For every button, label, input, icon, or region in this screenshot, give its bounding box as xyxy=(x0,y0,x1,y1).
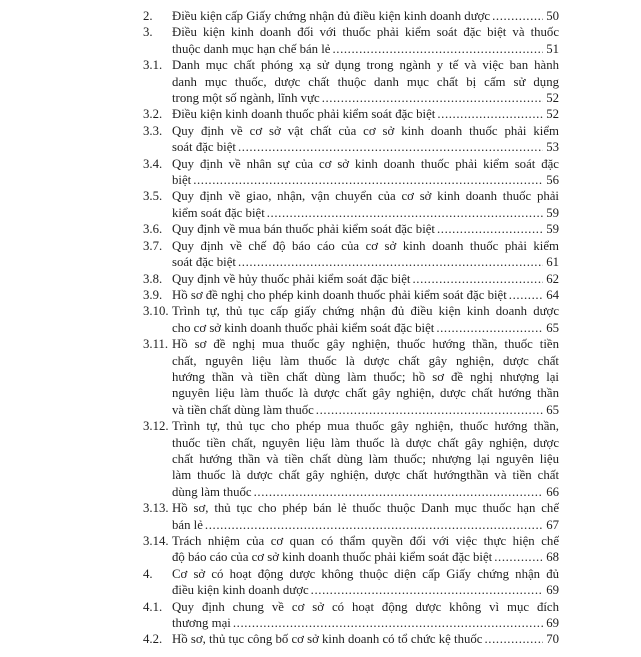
dot-leader xyxy=(238,254,543,270)
toc-page-number: 68 xyxy=(546,550,559,565)
toc-line-text: soát đặc biệt xyxy=(172,255,236,270)
toc-line xyxy=(172,254,559,270)
toc-entry-body xyxy=(172,303,559,336)
toc-entry-body xyxy=(172,631,559,647)
dot-leader xyxy=(322,90,544,106)
toc-entry-body xyxy=(172,156,559,189)
toc-line xyxy=(172,517,559,533)
toc-page-number: 64 xyxy=(546,287,559,302)
toc-page-number: 50 xyxy=(546,9,559,23)
toc-line-text: kiểm soát đặc biệt xyxy=(172,205,265,220)
dot-leader xyxy=(193,172,543,188)
toc-entry-number: 2. xyxy=(143,9,153,23)
toc-line xyxy=(172,631,559,647)
toc-line-text: soát đặc biệt xyxy=(172,140,236,155)
toc-entry-number: 3.5. xyxy=(143,189,163,204)
toc-entry-body xyxy=(172,599,559,632)
toc-entry-body xyxy=(172,500,559,533)
toc-entry-body xyxy=(172,8,559,24)
toc-line-text: dùng làm thuốc xyxy=(172,484,252,499)
toc-entry-body xyxy=(172,271,559,287)
toc-entry xyxy=(143,271,559,287)
toc-line: Hồ sơ, thủ tục cho phép bán lẻ thuốc thuộc Danh mục thuốc hạn chế xyxy=(172,501,559,516)
toc-line-text: thương mại xyxy=(172,616,231,631)
toc-line: nguyên liệu làm thuốc là dược chất gây nghiện, dược chất hướng thần xyxy=(172,386,559,401)
toc-line-text: Hồ sơ, thủ tục công bố cơ sở kinh doanh có tổ chức kệ thuốc xyxy=(172,632,483,647)
toc-line-text: độ báo cáo của cơ sở kinh doanh thuốc phải kiểm soát đặc biệt xyxy=(172,550,493,565)
toc-page-number: 56 xyxy=(546,173,559,188)
toc-line xyxy=(172,484,559,500)
toc-entry xyxy=(143,8,559,24)
toc-entry xyxy=(143,57,559,106)
toc-line xyxy=(172,205,559,221)
toc-line-text: Điều kiện cấp Giấy chứng nhận đủ điều kiện kinh doanh dược xyxy=(172,9,491,23)
toc-page-number: 52 xyxy=(546,91,559,106)
dot-leader xyxy=(485,631,544,647)
toc-entry-body xyxy=(172,188,559,221)
toc-entry xyxy=(143,631,559,647)
toc-entry-number: 4. xyxy=(143,566,153,581)
toc-line-text: Quy định về mua bán thuốc phải kiểm soát đặc biệt xyxy=(172,222,435,237)
toc-entry-body xyxy=(172,566,559,599)
toc-entry-body xyxy=(172,106,559,122)
toc-line xyxy=(172,41,559,57)
dot-leader xyxy=(267,205,543,221)
toc-page-number: 59 xyxy=(546,205,559,220)
toc-entry-number: 3.9. xyxy=(143,287,163,302)
toc-line xyxy=(172,90,559,106)
toc-page-number: 65 xyxy=(546,320,559,335)
toc-entry-number: 3. xyxy=(143,25,153,40)
toc-entry-body xyxy=(172,24,559,57)
dot-leader xyxy=(205,517,543,533)
dot-leader xyxy=(332,41,543,57)
toc-entry-number: 3.4. xyxy=(143,156,163,171)
toc-entry xyxy=(143,599,559,632)
toc-entry-body xyxy=(172,287,559,303)
toc-line: Trình tự, thủ tục cấp giấy chứng nhận đủ điều kiện kinh doanh dược xyxy=(172,304,559,319)
toc-entry xyxy=(143,24,559,57)
dot-leader xyxy=(238,139,543,155)
dot-leader xyxy=(492,8,543,24)
toc-line: Trách nhiệm của cơ quan có thẩm quyền đối với việc thực hiện chế xyxy=(172,534,559,548)
toc-line: Cơ sở có hoạt động dược không thuộc diện cấp Giấy chứng nhận đủ xyxy=(172,566,559,581)
toc-entry xyxy=(143,418,559,500)
toc-line: Hồ sơ đề nghị mua thuốc gây nghiện, thuốc hướng thần, thuốc tiền xyxy=(172,337,559,352)
toc-entry xyxy=(143,533,559,566)
toc-entry xyxy=(143,500,559,533)
toc-line-text: thuộc danh mục hạn chế bán lẻ xyxy=(172,41,331,56)
toc-entry-number: 3.2. xyxy=(143,107,163,122)
toc-line-text: bán lẻ xyxy=(172,517,203,532)
toc-page-number: 51 xyxy=(546,41,559,56)
toc-line: Quy định về nhân sự của cơ sở kinh doanh thuốc phải kiểm soát đặc xyxy=(172,156,559,171)
toc-page-number: 62 xyxy=(546,271,559,286)
toc-entry-number: 4.1. xyxy=(143,599,163,614)
toc-page-number: 65 xyxy=(546,402,559,417)
toc-entry-number: 3.6. xyxy=(143,222,163,237)
toc-line-text: biệt xyxy=(172,173,192,188)
toc-entry-body xyxy=(172,418,559,500)
toc-entry xyxy=(143,238,559,271)
toc-entry-number: 3.1. xyxy=(143,58,163,73)
toc-entry-number: 4.2. xyxy=(143,632,163,647)
toc-line: Quy định về cơ sở vật chất của cơ sở kinh doanh thuốc phải kiểm xyxy=(172,123,559,138)
toc-entry xyxy=(143,221,559,237)
toc-line: hướng thần và tiền chất dùng làm thuốc; hồ sơ đề nghị nhượng lại xyxy=(172,369,559,384)
toc-line-text: cho cơ sở kinh doanh thuốc phải kiểm soát đặc biệt xyxy=(172,320,435,335)
toc-line: Danh mục chất phóng xạ sử dụng trong ngành y tế và việc ban hành xyxy=(172,58,559,73)
toc-entry-number: 3.13. xyxy=(143,501,169,516)
toc-line xyxy=(172,271,559,287)
toc-page-number: 53 xyxy=(546,140,559,155)
dot-leader xyxy=(436,320,543,336)
toc-entry-body xyxy=(172,336,559,418)
toc-line: chất, nguyên liệu làm thuốc là dược chất gây nghiện, dược chất xyxy=(172,353,559,368)
toc-page-number: 59 xyxy=(546,222,559,237)
toc-page-number: 67 xyxy=(546,517,559,532)
toc-entry-number: 3.11. xyxy=(143,337,169,352)
toc-entry xyxy=(143,188,559,221)
toc-line xyxy=(172,172,559,188)
toc-page-number: 69 xyxy=(546,616,559,631)
toc-line: danh mục thuốc, dược chất thuộc danh mục chất bị cấm sử dụng xyxy=(172,74,559,89)
dot-leader xyxy=(437,221,543,237)
toc-line-text: Điều kiện kinh doanh thuốc phải kiểm soát đặc biệt xyxy=(172,107,436,122)
toc-entry-body xyxy=(172,533,559,566)
toc-line: Quy định chung về cơ sở có hoạt động dược không vì mục đích xyxy=(172,599,559,614)
toc-line: Quy định về giao, nhận, vận chuyển của cơ sở kinh doanh thuốc phải xyxy=(172,189,559,204)
toc-line xyxy=(172,139,559,155)
toc-page-number: 69 xyxy=(546,583,559,598)
toc-line xyxy=(172,320,559,336)
toc-line xyxy=(172,582,559,598)
toc-line: Quy định về chế độ báo cáo của cơ sở kinh doanh thuốc phải kiểm xyxy=(172,238,559,253)
toc-line-text: Quy định về hủy thuốc phải kiểm soát đặc biệt xyxy=(172,271,411,286)
toc-line-text: trong một số ngành, lĩnh vực xyxy=(172,91,320,106)
dot-leader xyxy=(316,402,543,418)
dot-leader xyxy=(494,549,543,565)
toc-line xyxy=(172,549,559,565)
dot-leader xyxy=(254,484,544,500)
dot-leader xyxy=(311,582,544,598)
toc-entry-body xyxy=(172,238,559,271)
toc-line-text: điều kiện kinh doanh dược xyxy=(172,583,309,598)
toc-entry-body xyxy=(172,221,559,237)
toc-entry-number: 3.12. xyxy=(143,419,169,434)
toc-entry-number: 3.14. xyxy=(143,534,169,548)
toc-entry-number: 3.10. xyxy=(143,304,169,319)
toc-line: làm thuốc là dược chất gây nghiện, dược chất hướngthần và tiền chất xyxy=(172,468,559,483)
toc-line: Điều kiện kinh doanh đối với thuốc phải kiểm soát đặc biệt và thuốc xyxy=(172,25,559,40)
toc-line: chất hướng thần và tiền chất dùng làm thuốc; nhượng lại nguyên liệu xyxy=(172,451,559,466)
toc-entry xyxy=(143,123,559,156)
toc-line-text: và tiền chất dùng làm thuốc xyxy=(172,402,314,417)
toc-line xyxy=(172,8,559,24)
toc-line: Trình tự, thủ tục cho phép mua thuốc gây nghiện, thuốc hướng thần, xyxy=(172,419,559,434)
toc-entry-body xyxy=(172,57,559,106)
toc-line-text: Hồ sơ đề nghị cho phép kinh doanh thuốc phải kiểm soát đặc biệt xyxy=(172,287,507,302)
toc-page-number: 70 xyxy=(546,632,559,647)
dot-leader xyxy=(509,287,543,303)
toc-entry xyxy=(143,287,559,303)
toc-entry-body xyxy=(172,123,559,156)
dot-leader xyxy=(412,271,543,287)
toc-line xyxy=(172,106,559,122)
toc-page-number: 66 xyxy=(546,484,559,499)
dot-leader xyxy=(437,106,543,122)
toc-entry-number: 3.7. xyxy=(143,238,163,253)
toc-entry-number: 3.8. xyxy=(143,271,163,286)
toc-page-number: 61 xyxy=(546,255,559,270)
toc-page-number: 52 xyxy=(546,107,559,122)
toc-line xyxy=(172,221,559,237)
toc-entry xyxy=(143,566,559,599)
toc-line xyxy=(172,402,559,418)
toc-entry xyxy=(143,156,559,189)
toc-entry xyxy=(143,336,559,418)
toc-line xyxy=(172,287,559,303)
table-of-contents xyxy=(143,8,559,648)
toc-entry-number: 3.3. xyxy=(143,123,163,138)
toc-entry xyxy=(143,106,559,122)
toc-entry xyxy=(143,303,559,336)
toc-line xyxy=(172,615,559,631)
dot-leader xyxy=(233,615,543,631)
toc-line: thuốc tiền chất, nguyên liệu làm thuốc là dược chất gây nghiện, dược xyxy=(172,435,559,450)
